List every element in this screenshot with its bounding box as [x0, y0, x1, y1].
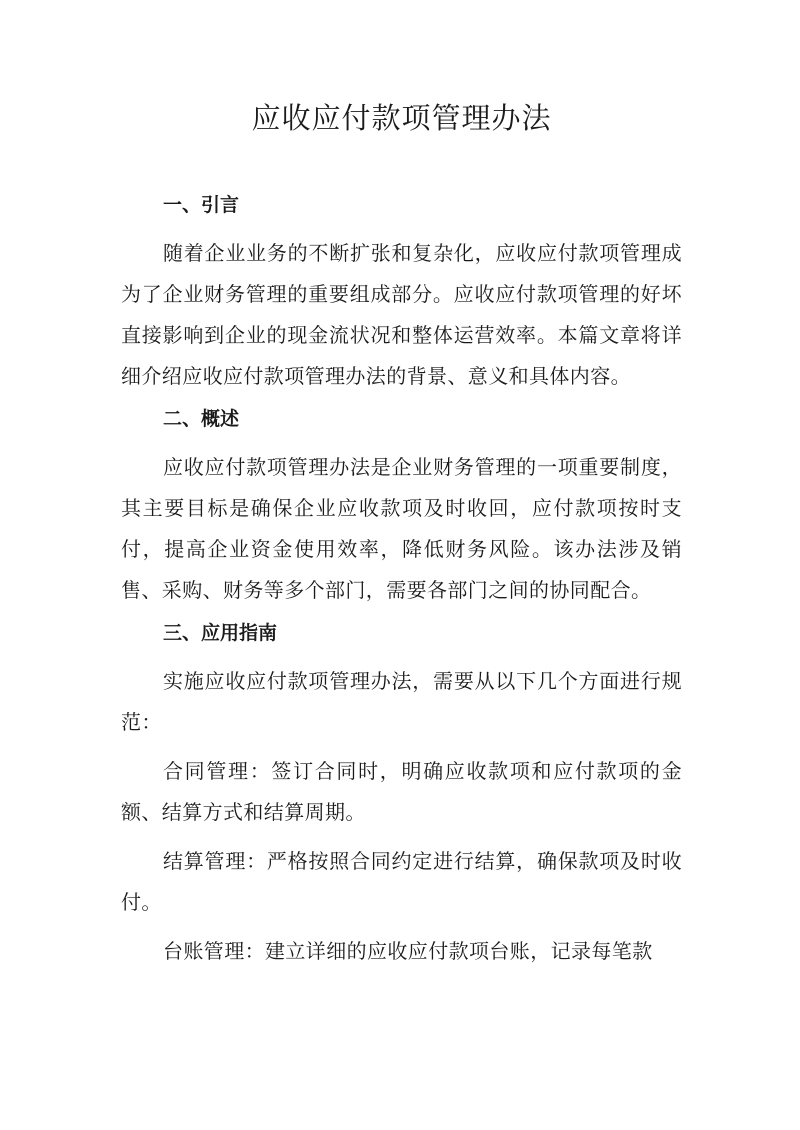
section-heading: 三、应用指南: [163, 622, 278, 644]
section-introduction: [121, 191, 682, 397]
paragraph: 实施应收应付款项管理办法，需要从以下几个方面进行规范：: [121, 669, 682, 734]
paragraph: 应收应付款项管理办法是企业财务管理的一项重要制度，其主要目标是确保企业应收款项及时收回，应付款项按时支付，提高企业资金使用效率，降低财务风险。该办法涉及销售、采购、财务等多个部门，需要各部门之间的协同配合。: [121, 455, 682, 602]
section-application-guide: [121, 619, 682, 972]
paragraph: 结算管理：严格按照合同约定进行结算，确保款项及时收付。: [121, 849, 682, 914]
section-overview: [121, 405, 682, 611]
section-heading: 一、引言: [163, 194, 240, 216]
document-title: 应收应付款项管理办法: [251, 101, 552, 135]
paragraph: 台账管理：建立详细的应收应付款项台账，记录每笔款: [163, 939, 653, 963]
paragraph: 随着企业业务的不断扩张和复杂化，应收应付款项管理成为了企业财务管理的重要组成部分。应收应付款项管理的好坏直接影响到企业的现金流状况和整体运营效率。本篇文章将详细介绍应收应付款项管理办法的背景、意义和具体内容。: [121, 241, 682, 388]
section-heading: 二、概述: [163, 408, 240, 430]
paragraph: 合同管理：签订合同时，明确应收款项和应付款项的金额、结算方式和结算周期。: [121, 759, 682, 824]
